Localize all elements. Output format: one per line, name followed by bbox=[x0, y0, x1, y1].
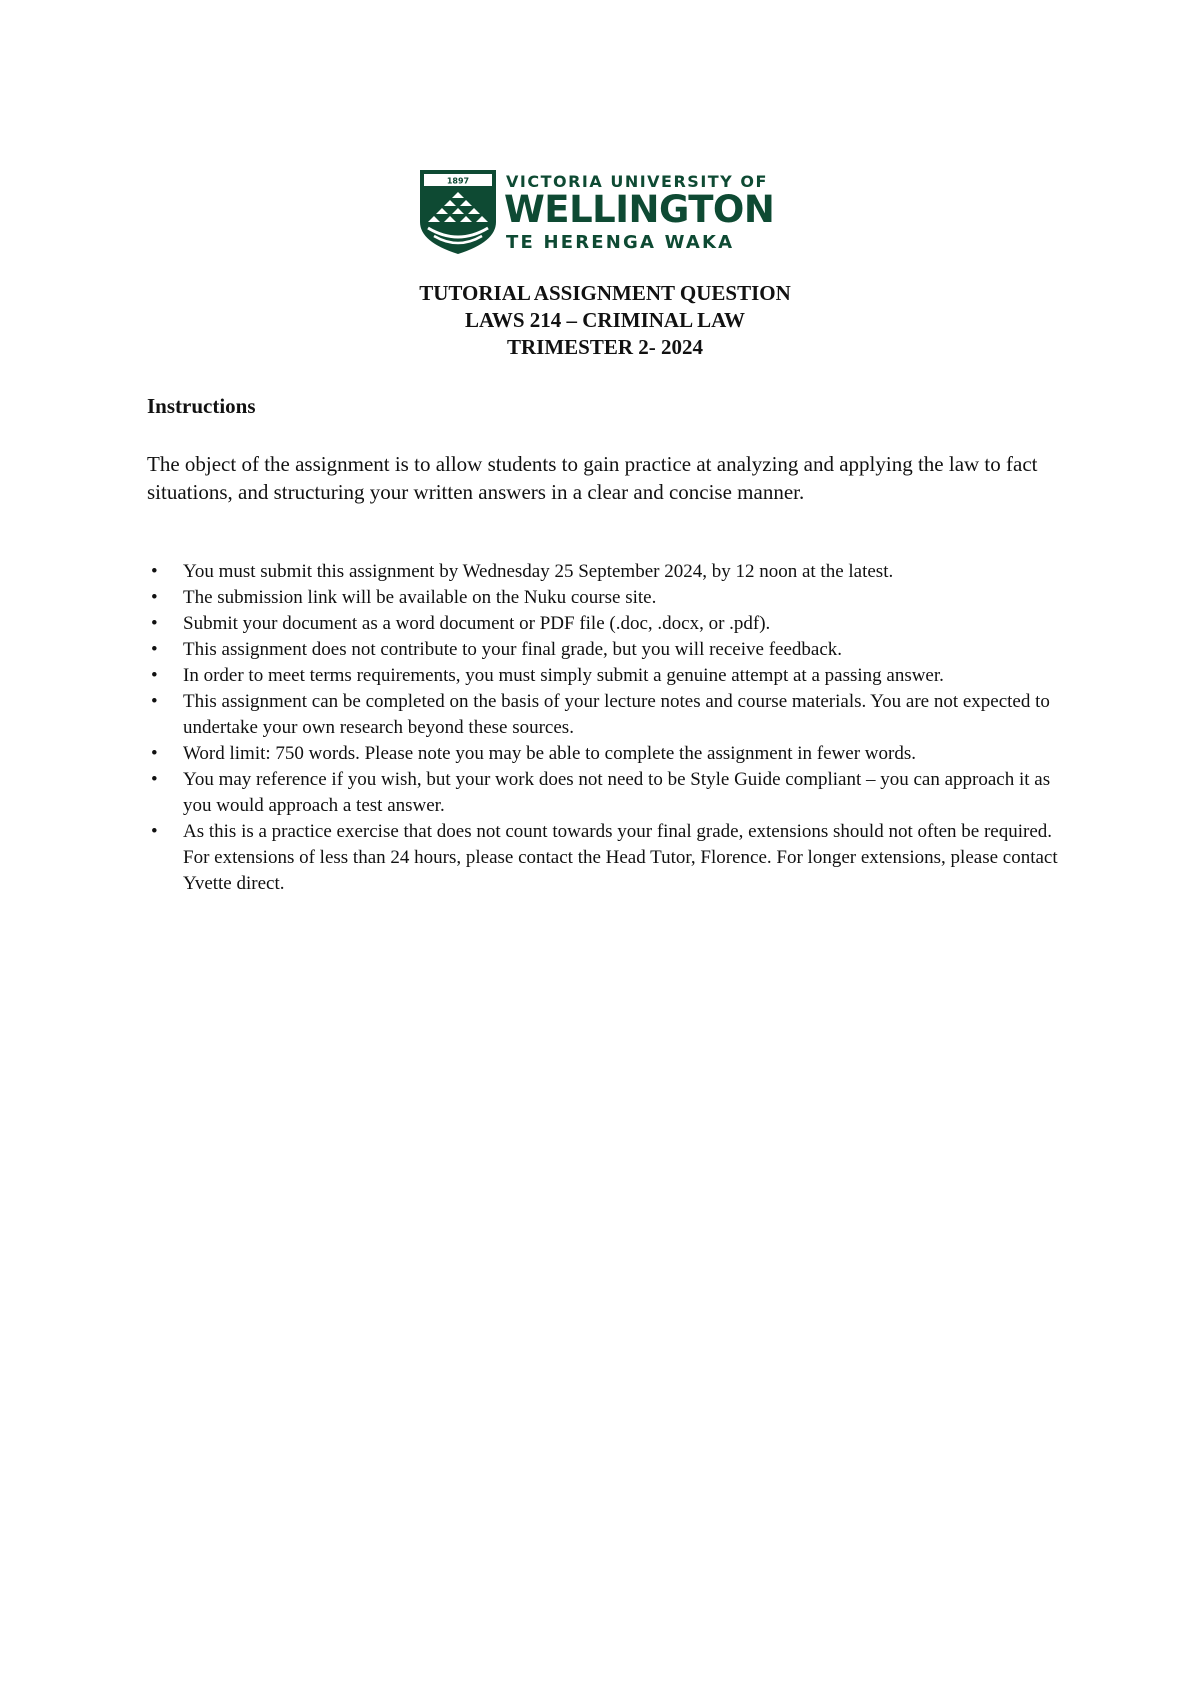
title-line-course: LAWS 214 – CRIMINAL LAW bbox=[464, 308, 746, 332]
list-item bbox=[147, 741, 1067, 767]
list-item bbox=[147, 663, 1067, 689]
document-title bbox=[0, 280, 1200, 361]
list-item bbox=[147, 585, 1067, 611]
instructions-heading: Instructions bbox=[147, 394, 256, 418]
logo-line-university: VICTORIA UNIVERSITY OF bbox=[506, 172, 768, 191]
title-line-trimester: TRIMESTER 2- 2024 bbox=[506, 335, 704, 359]
list-item-text: You must submit this assignment by Wednesday 25 September 2024, by 12 noon at the latest. bbox=[183, 561, 894, 582]
bullet-icon: • bbox=[151, 561, 158, 582]
shield-crest-icon bbox=[420, 170, 496, 254]
list-item-text: Submit your document as a word document or PDF file (.doc, .docx, or .pdf). bbox=[183, 613, 771, 634]
bullet-icon: • bbox=[151, 613, 158, 634]
bullet-icon: • bbox=[151, 743, 158, 764]
bullet-icon: • bbox=[151, 639, 158, 660]
list-item bbox=[147, 767, 1067, 819]
logo-line-maori-name: TE HERENGA WAKA bbox=[506, 232, 735, 253]
title-line-assignment: TUTORIAL ASSIGNMENT QUESTION bbox=[419, 281, 791, 305]
university-logo bbox=[420, 170, 775, 254]
list-item-text: This assignment can be completed on the basis of your lecture notes and course materials. You are not expected to undertake your own research beyond these sources. bbox=[183, 691, 1050, 738]
list-item bbox=[147, 611, 1067, 637]
bullet-icon: • bbox=[151, 587, 158, 608]
list-item-text: This assignment does not contribute to your final grade, but you will receive feedback. bbox=[183, 639, 843, 660]
list-item-text: The submission link will be available on the Nuku course site. bbox=[183, 587, 657, 608]
list-item-text: In order to meet terms requirements, you must simply submit a genuine attempt at a passing answer. bbox=[183, 665, 944, 686]
instructions-list bbox=[147, 559, 1067, 897]
bullet-icon: • bbox=[151, 665, 158, 686]
bullet-icon: • bbox=[151, 691, 158, 712]
list-item bbox=[147, 637, 1067, 663]
founded-year: 1897 bbox=[446, 176, 470, 186]
bullet-icon: • bbox=[151, 769, 158, 790]
intro-paragraph: The object of the assignment is to allow students to gain practice at analyzing and applying the law to fact situations, and structuring your written answers in a clear and concise manner. bbox=[147, 452, 1038, 504]
list-item-text: You may reference if you wish, but your work does not need to be Style Guide compliant – you can approach it as you would approach a test answer. bbox=[183, 769, 1051, 816]
list-item-text: Word limit: 750 words. Please note you may be able to complete the assignment in fewer words. bbox=[183, 743, 916, 764]
list-item bbox=[147, 689, 1067, 741]
logo-wordmark bbox=[506, 170, 776, 254]
list-item-text: As this is a practice exercise that does not count towards your final grade, extensions should not often be required. For extensions of less than 24 hours, please contact the Head Tutor, Florence. For longer extensions, please contact Yvette direct. bbox=[183, 821, 1058, 894]
logo-line-wellington: WELLINGTON bbox=[504, 188, 775, 231]
bullet-icon: • bbox=[151, 821, 158, 842]
list-item bbox=[147, 559, 1067, 585]
list-item bbox=[147, 819, 1067, 897]
